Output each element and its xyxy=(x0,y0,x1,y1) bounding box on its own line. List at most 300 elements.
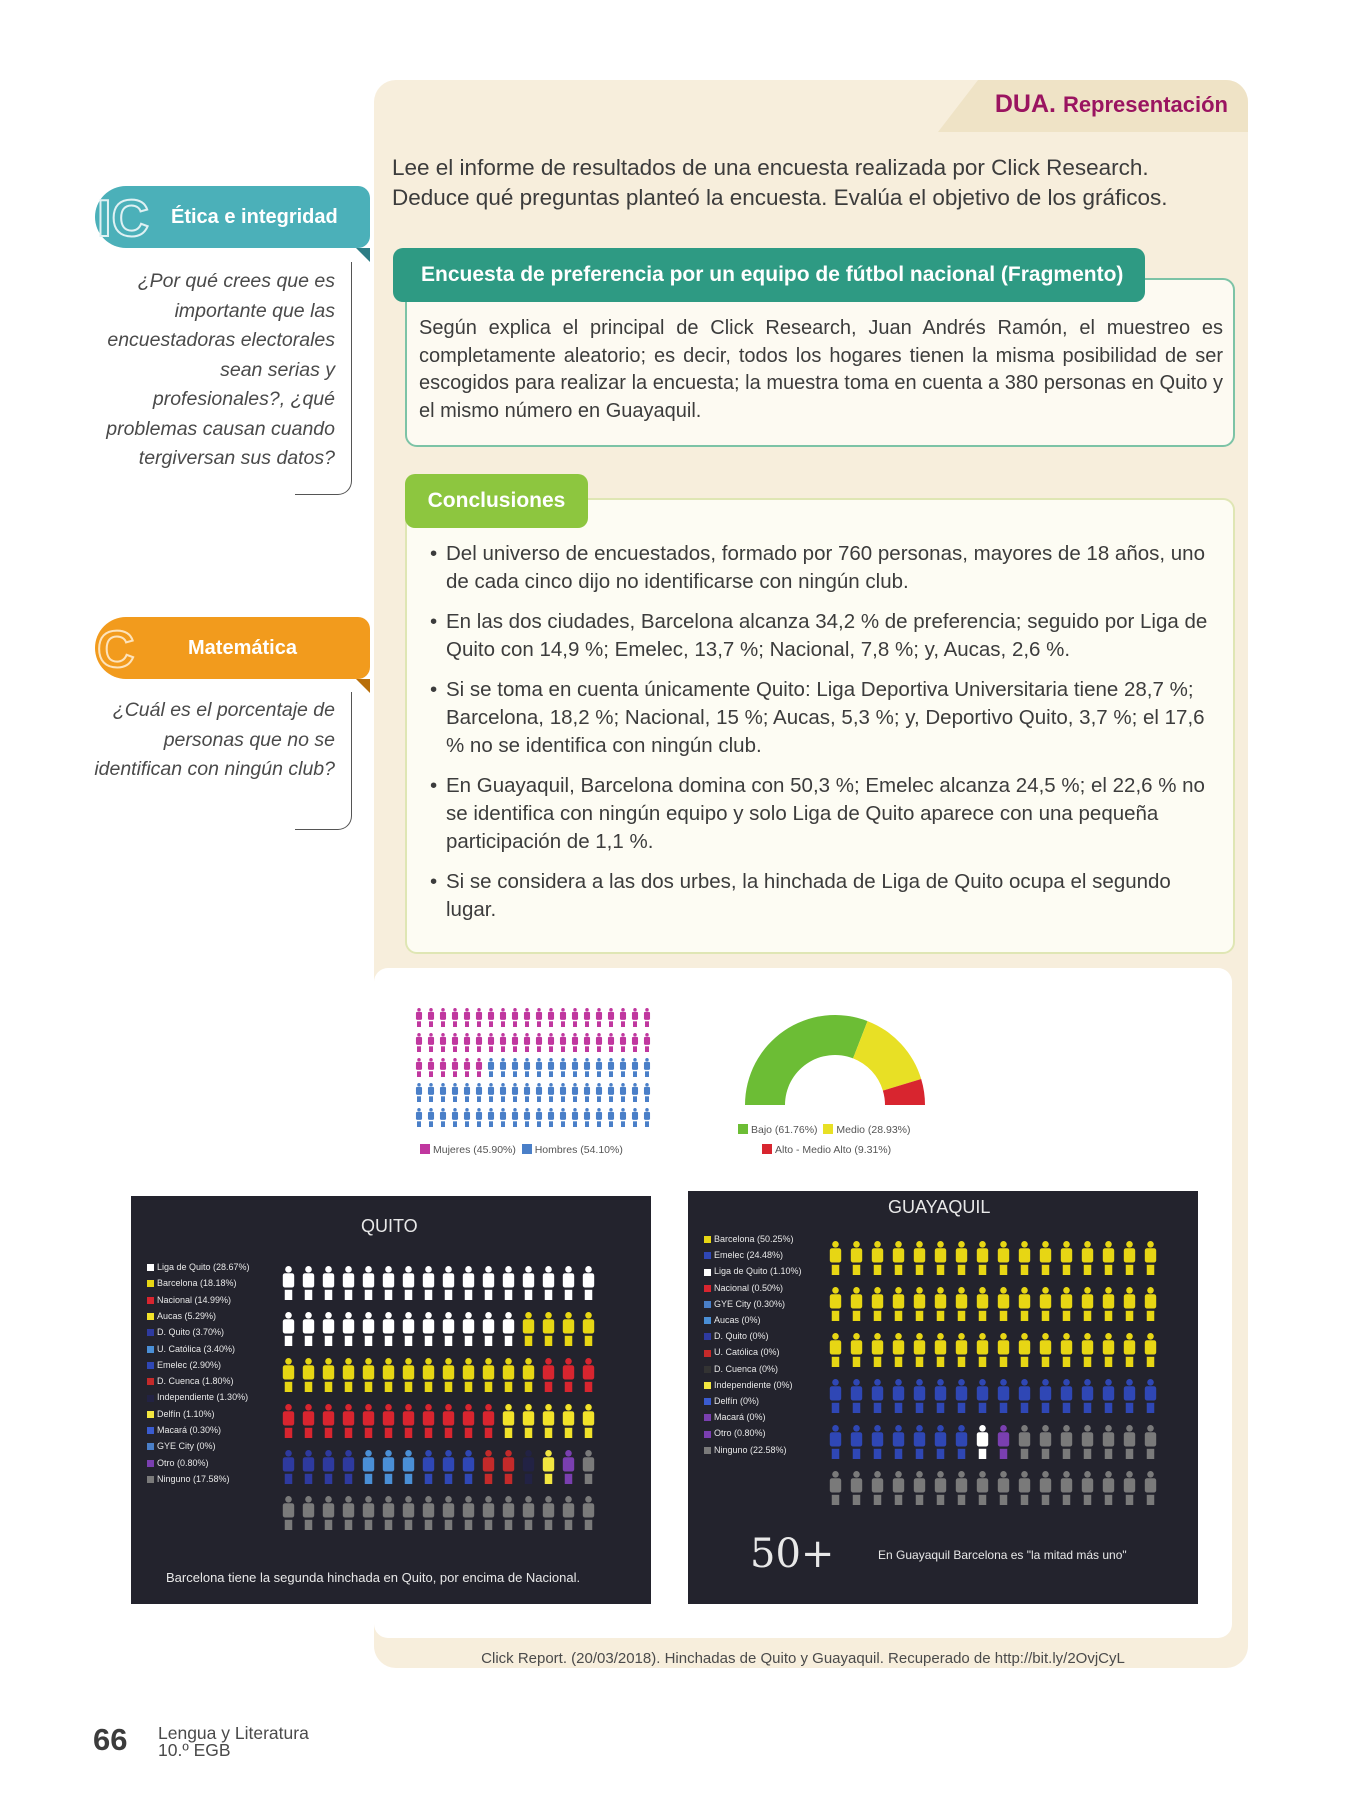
guayaquil-person-mark xyxy=(872,1333,883,1367)
gender-person-mark xyxy=(608,1058,614,1077)
guayaquil-person-mark xyxy=(935,1287,946,1321)
guayaquil-legend-item: Liga de Quito (1.10%) xyxy=(704,1266,802,1276)
guayaquil-person-mark xyxy=(914,1379,925,1413)
etica-tab xyxy=(95,186,370,248)
quito-person-mark xyxy=(443,1266,454,1300)
legend-swatch xyxy=(704,1350,711,1357)
quito-person-mark xyxy=(323,1404,334,1438)
legend-swatch xyxy=(704,1285,711,1292)
conclusion-item: • En Guayaquil, Barcelona domina con 50,3 %; Emelec alcanza 24,5 %; el 22,6 % no se identifica con ningún equipo y solo Liga de Quito aparece con una pequeña participación de 1,1 %. xyxy=(430,772,1210,856)
guayaquil-person-mark xyxy=(1124,1241,1135,1275)
gender-person-mark xyxy=(416,1058,422,1077)
quito-person-mark xyxy=(483,1266,494,1300)
gender-person-mark xyxy=(620,1108,626,1127)
gender-person-mark xyxy=(608,1008,614,1027)
mate-question: ¿Cuál es el porcentaje de personas que no se identifican con ningún club? xyxy=(94,699,335,780)
gender-person-mark xyxy=(632,1008,638,1027)
quito-person-mark xyxy=(303,1266,314,1300)
gender-person-mark xyxy=(548,1008,554,1027)
guayaquil-person-mark xyxy=(956,1287,967,1321)
gender-person-mark xyxy=(428,1108,434,1127)
gender-person-mark xyxy=(632,1033,638,1052)
gender-person-mark xyxy=(584,1058,590,1077)
quito-person-mark xyxy=(463,1358,474,1392)
guayaquil-person-mark xyxy=(956,1471,967,1505)
legend-swatch xyxy=(147,1460,154,1467)
legend-swatch xyxy=(704,1269,711,1276)
gender-person-mark xyxy=(596,1008,602,1027)
dua-label: DUA. xyxy=(994,90,1056,118)
gender-person-mark xyxy=(512,1008,518,1027)
quito-person-mark xyxy=(383,1404,394,1438)
gender-person-mark xyxy=(584,1108,590,1127)
quito-legend-item: U. Católica (3.40%) xyxy=(147,1344,235,1354)
quito-legend-item: Otro (0.80%) xyxy=(147,1458,209,1468)
gender-person-mark xyxy=(440,1058,446,1077)
gender-person-mark xyxy=(632,1058,638,1077)
guayaquil-person-mark xyxy=(893,1471,904,1505)
quito-person-mark xyxy=(383,1312,394,1346)
gender-person-mark xyxy=(536,1058,542,1077)
quito-person-mark xyxy=(343,1266,354,1300)
quito-person-mark xyxy=(283,1450,294,1484)
gender-person-mark xyxy=(620,1058,626,1077)
gender-person-mark xyxy=(512,1058,518,1077)
guayaquil-person-mark xyxy=(935,1379,946,1413)
guayaquil-person-mark xyxy=(998,1333,1009,1367)
guayaquil-person-mark xyxy=(1082,1425,1093,1459)
guayaquil-person-mark xyxy=(1145,1333,1156,1367)
svg-text:C: C xyxy=(97,621,135,675)
legend-swatch xyxy=(147,1411,154,1418)
gender-person-mark xyxy=(500,1108,506,1127)
quito-person-mark xyxy=(363,1266,374,1300)
quito-person-mark xyxy=(443,1404,454,1438)
gender-person-mark xyxy=(584,1083,590,1102)
guayaquil-person-mark xyxy=(872,1471,883,1505)
quito-person-mark xyxy=(363,1450,374,1484)
gender-person-mark xyxy=(572,1008,578,1027)
guayaquil-person-mark xyxy=(1040,1471,1051,1505)
guayaquil-person-mark xyxy=(1061,1471,1072,1505)
guayaquil-person-mark xyxy=(977,1425,988,1459)
guayaquil-person-mark xyxy=(977,1333,988,1367)
legend-swatch xyxy=(147,1427,154,1434)
guayaquil-person-mark xyxy=(1082,1287,1093,1321)
quito-person-mark xyxy=(383,1266,394,1300)
gender-pictogram xyxy=(415,1008,655,1138)
legend-swatch xyxy=(704,1236,711,1243)
guayaquil-person-mark xyxy=(977,1241,988,1275)
quito-person-mark xyxy=(403,1404,414,1438)
guayaquil-person-mark xyxy=(1103,1241,1114,1275)
survey-body: Según explica el principal de Click Research, Juan Andrés Ramón, el muestreo es completamente aleatorio; es decir, todos los hogares tienen la misma posibilidad de ser escogidos para realizar la encuesta; la muestra toma en cuenta a 380 personas en Quito y el mismo número en Guayaquil. xyxy=(419,317,1223,422)
guayaquil-person-mark xyxy=(872,1287,883,1321)
gender-person-mark xyxy=(488,1033,494,1052)
gender-person-mark xyxy=(560,1108,566,1127)
quito-person-mark xyxy=(283,1496,294,1530)
guayaquil-person-mark xyxy=(1124,1287,1135,1321)
legend-swatch xyxy=(147,1313,154,1320)
gender-person-mark xyxy=(440,1083,446,1102)
guayaquil-person-mark xyxy=(956,1333,967,1367)
guayaquil-person-mark xyxy=(1040,1379,1051,1413)
quito-person-mark xyxy=(323,1450,334,1484)
legend-swatch xyxy=(147,1346,154,1353)
guayaquil-person-mark xyxy=(1103,1287,1114,1321)
guayaquil-person-mark xyxy=(851,1379,862,1413)
quito-person-mark xyxy=(423,1312,434,1346)
quito-person-mark xyxy=(523,1450,534,1484)
quito-person-mark xyxy=(303,1358,314,1392)
guayaquil-person-mark xyxy=(1061,1425,1072,1459)
dua-title xyxy=(995,90,1228,119)
gender-person-mark xyxy=(560,1058,566,1077)
legend-swatch xyxy=(147,1264,154,1271)
quito-person-mark xyxy=(323,1312,334,1346)
legend-medio: Medio (28.93%) xyxy=(823,1124,910,1136)
guayaquil-person-mark xyxy=(1145,1241,1156,1275)
guayaquil-person-mark xyxy=(977,1379,988,1413)
guayaquil-person-mark xyxy=(914,1333,925,1367)
gender-person-mark xyxy=(536,1083,542,1102)
guayaquil-person-mark xyxy=(872,1241,883,1275)
quito-person-mark xyxy=(463,1266,474,1300)
guayaquil-person-mark xyxy=(1040,1287,1051,1321)
quito-person-mark xyxy=(283,1358,294,1392)
quito-person-mark xyxy=(403,1312,414,1346)
gender-person-mark xyxy=(584,1033,590,1052)
quito-person-mark xyxy=(583,1496,594,1530)
legend-bajo: Bajo (61.76%) xyxy=(738,1124,818,1136)
guayaquil-person-mark xyxy=(851,1241,862,1275)
ses-gauge xyxy=(740,1010,930,1115)
quito-legend-item: Macará (0.30%) xyxy=(147,1425,221,1435)
quito-person-mark xyxy=(323,1358,334,1392)
guayaquil-person-mark xyxy=(1019,1425,1030,1459)
quito-person-mark xyxy=(443,1496,454,1530)
grade-label: 10.º EGB xyxy=(158,1740,231,1760)
guayaquil-title: GUAYAQUIL xyxy=(888,1197,991,1217)
guayaquil-caption: En Guayaquil Barcelona es "la mitad más uno" xyxy=(878,1548,1127,1562)
quito-person-mark xyxy=(303,1496,314,1530)
guayaquil-person-mark xyxy=(1019,1241,1030,1275)
quito-legend-item: Ninguno (17.58%) xyxy=(147,1474,230,1484)
conclusion-item: • Del universo de encuestados, formado por 760 personas, mayores de 18 años, uno de cada cinco dijo no identificarse con ningún club. xyxy=(430,540,1210,596)
quito-person-mark xyxy=(583,1358,594,1392)
gender-person-mark xyxy=(512,1108,518,1127)
guayaquil-person-mark xyxy=(1124,1471,1135,1505)
gender-person-mark xyxy=(428,1083,434,1102)
legend-swatch xyxy=(704,1431,711,1438)
quito-person-mark xyxy=(343,1496,354,1530)
quito-person-mark xyxy=(483,1496,494,1530)
quito-person-mark xyxy=(443,1312,454,1346)
gender-person-mark xyxy=(464,1108,470,1127)
quito-person-mark xyxy=(503,1496,514,1530)
quito-person-mark xyxy=(563,1266,574,1300)
quito-person-mark xyxy=(563,1450,574,1484)
quito-person-mark xyxy=(383,1450,394,1484)
gender-person-mark xyxy=(488,1108,494,1127)
guayaquil-legend-item: Barcelona (50.25%) xyxy=(704,1234,794,1244)
gender-person-mark xyxy=(608,1108,614,1127)
gender-person-mark xyxy=(608,1033,614,1052)
guayaquil-person-mark xyxy=(1061,1379,1072,1413)
quito-person-mark xyxy=(523,1358,534,1392)
quito-person-mark xyxy=(583,1312,594,1346)
quito-person-mark xyxy=(503,1312,514,1346)
gender-person-mark xyxy=(416,1108,422,1127)
quito-legend-item: GYE City (0%) xyxy=(147,1441,216,1451)
legend-swatch xyxy=(704,1398,711,1405)
legend-swatch xyxy=(147,1378,154,1385)
quito-person-mark xyxy=(403,1358,414,1392)
guayaquil-person-mark xyxy=(914,1287,925,1321)
legend-swatch xyxy=(704,1252,711,1259)
guayaquil-person-mark xyxy=(851,1471,862,1505)
quito-person-mark xyxy=(463,1404,474,1438)
gender-person-mark xyxy=(512,1033,518,1052)
quito-person-mark xyxy=(543,1312,554,1346)
guayaquil-person-mark xyxy=(1103,1379,1114,1413)
guayaquil-person-mark xyxy=(1082,1333,1093,1367)
guayaquil-person-mark xyxy=(893,1379,904,1413)
gender-person-mark xyxy=(452,1033,458,1052)
quito-legend-item: Barcelona (18.18%) xyxy=(147,1278,237,1288)
guayaquil-panel xyxy=(688,1191,1198,1604)
quito-caption: Barcelona tiene la segunda hinchada en Quito, por encima de Nacional. xyxy=(166,1570,581,1585)
dua-tab xyxy=(938,80,1248,132)
guayaquil-person-mark xyxy=(956,1379,967,1413)
page-number: 66 xyxy=(93,1722,128,1757)
quito-person-mark xyxy=(423,1496,434,1530)
gender-person-mark xyxy=(440,1008,446,1027)
ic-logo-icon xyxy=(95,190,157,244)
quito-person-mark xyxy=(483,1450,494,1484)
guayaquil-person-mark xyxy=(1040,1425,1051,1459)
guayaquil-person-mark xyxy=(1061,1287,1072,1321)
guayaquil-person-mark xyxy=(998,1287,1009,1321)
svg-text:IC: IC xyxy=(97,190,149,244)
guayaquil-legend-item: Delfín (0%) xyxy=(704,1396,759,1406)
quito-person-mark xyxy=(543,1450,554,1484)
guayaquil-person-mark xyxy=(998,1241,1009,1275)
gender-person-mark xyxy=(452,1083,458,1102)
guayaquil-person-mark xyxy=(977,1287,988,1321)
gender-person-mark xyxy=(440,1108,446,1127)
gender-person-mark xyxy=(476,1033,482,1052)
guayaquil-person-mark xyxy=(1124,1425,1135,1459)
guayaquil-person-mark xyxy=(1124,1333,1135,1367)
quito-person-mark xyxy=(483,1312,494,1346)
gender-person-mark xyxy=(632,1083,638,1102)
gender-person-mark xyxy=(464,1033,470,1052)
quito-person-mark xyxy=(483,1358,494,1392)
gender-person-mark xyxy=(524,1008,530,1027)
gender-person-mark xyxy=(476,1083,482,1102)
gender-person-mark xyxy=(464,1083,470,1102)
guayaquil-person-mark xyxy=(998,1379,1009,1413)
quito-person-mark xyxy=(283,1312,294,1346)
mate-tab xyxy=(95,617,370,679)
guayaquil-person-mark xyxy=(872,1425,883,1459)
quito-pictogram xyxy=(281,1266,601,1546)
guayaquil-person-mark xyxy=(1103,1333,1114,1367)
subject-name: Lengua y Literatura xyxy=(158,1723,309,1743)
legend-swatch xyxy=(147,1476,154,1483)
quito-person-mark xyxy=(403,1496,414,1530)
gender-person-mark xyxy=(548,1083,554,1102)
quito-panel xyxy=(131,1196,651,1604)
guayaquil-person-mark xyxy=(893,1287,904,1321)
legend-swatch xyxy=(704,1382,711,1389)
quito-person-mark xyxy=(563,1312,574,1346)
quito-person-mark xyxy=(523,1266,534,1300)
guayaquil-person-mark xyxy=(935,1333,946,1367)
quito-person-mark xyxy=(583,1404,594,1438)
quito-person-mark xyxy=(343,1312,354,1346)
quito-person-mark xyxy=(283,1266,294,1300)
guayaquil-person-mark xyxy=(1061,1241,1072,1275)
quito-legend-item: Emelec (2.90%) xyxy=(147,1360,221,1370)
guayaquil-person-mark xyxy=(893,1425,904,1459)
guayaquil-legend-item: Independiente (0%) xyxy=(704,1380,793,1390)
quito-person-mark xyxy=(503,1358,514,1392)
guayaquil-person-mark xyxy=(1061,1333,1072,1367)
quito-person-mark xyxy=(283,1404,294,1438)
quito-legend-item: D. Quito (3.70%) xyxy=(147,1327,224,1337)
quito-person-mark xyxy=(483,1404,494,1438)
quito-person-mark xyxy=(323,1266,334,1300)
gender-person-mark xyxy=(596,1108,602,1127)
conclusions-heading: Conclusiones xyxy=(405,474,588,528)
quito-person-mark xyxy=(343,1450,354,1484)
quito-title: QUITO xyxy=(361,1216,418,1236)
guayaquil-legend-item: U. Católica (0%) xyxy=(704,1347,780,1357)
quito-person-mark xyxy=(363,1404,374,1438)
guayaquil-person-mark xyxy=(1082,1241,1093,1275)
gender-person-mark xyxy=(644,1058,650,1077)
gender-person-mark xyxy=(584,1008,590,1027)
guayaquil-person-mark xyxy=(830,1471,841,1505)
quito-person-mark xyxy=(543,1358,554,1392)
quito-person-mark xyxy=(363,1358,374,1392)
guayaquil-person-mark xyxy=(935,1425,946,1459)
gender-person-mark xyxy=(560,1033,566,1052)
quito-person-mark xyxy=(423,1450,434,1484)
guayaquil-legend-item: Ninguno (22.58%) xyxy=(704,1445,787,1455)
guayaquil-person-mark xyxy=(935,1471,946,1505)
quito-person-mark xyxy=(503,1404,514,1438)
gender-person-mark xyxy=(464,1008,470,1027)
quito-legend-item: Aucas (5.29%) xyxy=(147,1311,216,1321)
gender-person-mark xyxy=(524,1058,530,1077)
quito-person-mark xyxy=(363,1312,374,1346)
guayaquil-person-mark xyxy=(914,1425,925,1459)
guayaquil-person-mark xyxy=(998,1471,1009,1505)
guayaquil-person-mark xyxy=(998,1425,1009,1459)
quito-person-mark xyxy=(383,1496,394,1530)
conclusion-item: • Si se considera a las dos urbes, la hinchada de Liga de Quito ocupa el segundo lugar. xyxy=(430,868,1210,924)
guayaquil-legend-item: D. Quito (0%) xyxy=(704,1331,769,1341)
quito-person-mark xyxy=(583,1266,594,1300)
guayaquil-legend-item: Otro (0.80%) xyxy=(704,1428,766,1438)
guayaquil-person-mark xyxy=(1145,1379,1156,1413)
gender-person-mark xyxy=(524,1108,530,1127)
gender-person-mark xyxy=(620,1033,626,1052)
gender-person-mark xyxy=(536,1033,542,1052)
guayaquil-person-mark xyxy=(893,1241,904,1275)
guayaquil-person-mark xyxy=(1019,1287,1030,1321)
gender-person-mark xyxy=(548,1033,554,1052)
quito-person-mark xyxy=(343,1404,354,1438)
legend-alto: Alto - Medio Alto (9.31%) xyxy=(762,1144,891,1156)
dua-subtitle: Representación xyxy=(1062,92,1228,117)
guayaquil-person-mark xyxy=(1124,1379,1135,1413)
quito-legend-item: Liga de Quito (28.67%) xyxy=(147,1262,250,1272)
gender-person-mark xyxy=(428,1033,434,1052)
legend-swatch xyxy=(704,1333,711,1340)
guayaquil-person-mark xyxy=(851,1287,862,1321)
guayaquil-pictogram xyxy=(828,1241,1168,1521)
quito-person-mark xyxy=(563,1496,574,1530)
gender-person-mark xyxy=(440,1033,446,1052)
legend-swatch xyxy=(147,1395,154,1402)
guayaquil-person-mark xyxy=(872,1379,883,1413)
c-logo-icon xyxy=(95,621,145,675)
guayaquil-person-mark xyxy=(935,1241,946,1275)
gender-person-mark xyxy=(644,1083,650,1102)
quito-person-mark xyxy=(583,1450,594,1484)
guayaquil-person-mark xyxy=(851,1425,862,1459)
gender-person-mark xyxy=(536,1008,542,1027)
gender-person-mark xyxy=(596,1083,602,1102)
quito-person-mark xyxy=(303,1404,314,1438)
quito-person-mark xyxy=(423,1266,434,1300)
guayaquil-person-mark xyxy=(893,1333,904,1367)
gauge-segment xyxy=(745,1015,867,1105)
mate-label: Matemática xyxy=(188,637,297,659)
guayaquil-person-mark xyxy=(956,1241,967,1275)
gender-person-mark xyxy=(572,1033,578,1052)
gender-person-mark xyxy=(620,1008,626,1027)
legend-swatch xyxy=(704,1447,711,1454)
quito-person-mark xyxy=(383,1358,394,1392)
guayaquil-person-mark xyxy=(1019,1471,1030,1505)
legend-swatch xyxy=(704,1317,711,1324)
guayaquil-person-mark xyxy=(956,1425,967,1459)
quito-person-mark xyxy=(563,1358,574,1392)
conclusions-list xyxy=(430,540,1210,936)
guayaquil-legend-item: GYE City (0.30%) xyxy=(704,1299,785,1309)
legend-swatch xyxy=(147,1280,154,1287)
legend-swatch xyxy=(147,1443,154,1450)
legend-swatch xyxy=(704,1414,711,1421)
gender-person-mark xyxy=(476,1008,482,1027)
intro-text: Lee el informe de resultados de una encuesta realizada por Click Research. Deduce qué preguntas planteó la encuesta. Evalúa el objetivo de los gráficos. xyxy=(392,155,1168,210)
gender-person-mark xyxy=(524,1033,530,1052)
guayaquil-legend-item: Emelec (24.48%) xyxy=(704,1250,783,1260)
gender-person-mark xyxy=(488,1083,494,1102)
gender-person-mark xyxy=(488,1008,494,1027)
quito-person-mark xyxy=(423,1404,434,1438)
guayaquil-person-mark xyxy=(1019,1379,1030,1413)
gender-person-mark xyxy=(416,1033,422,1052)
etica-question: ¿Por qué crees que es importante que las encuestadoras electorales sean serias y profesionales?, ¿qué problemas causan cuando tergiversan sus datos? xyxy=(106,270,335,469)
legend-swatch xyxy=(704,1301,711,1308)
quito-person-mark xyxy=(523,1312,534,1346)
